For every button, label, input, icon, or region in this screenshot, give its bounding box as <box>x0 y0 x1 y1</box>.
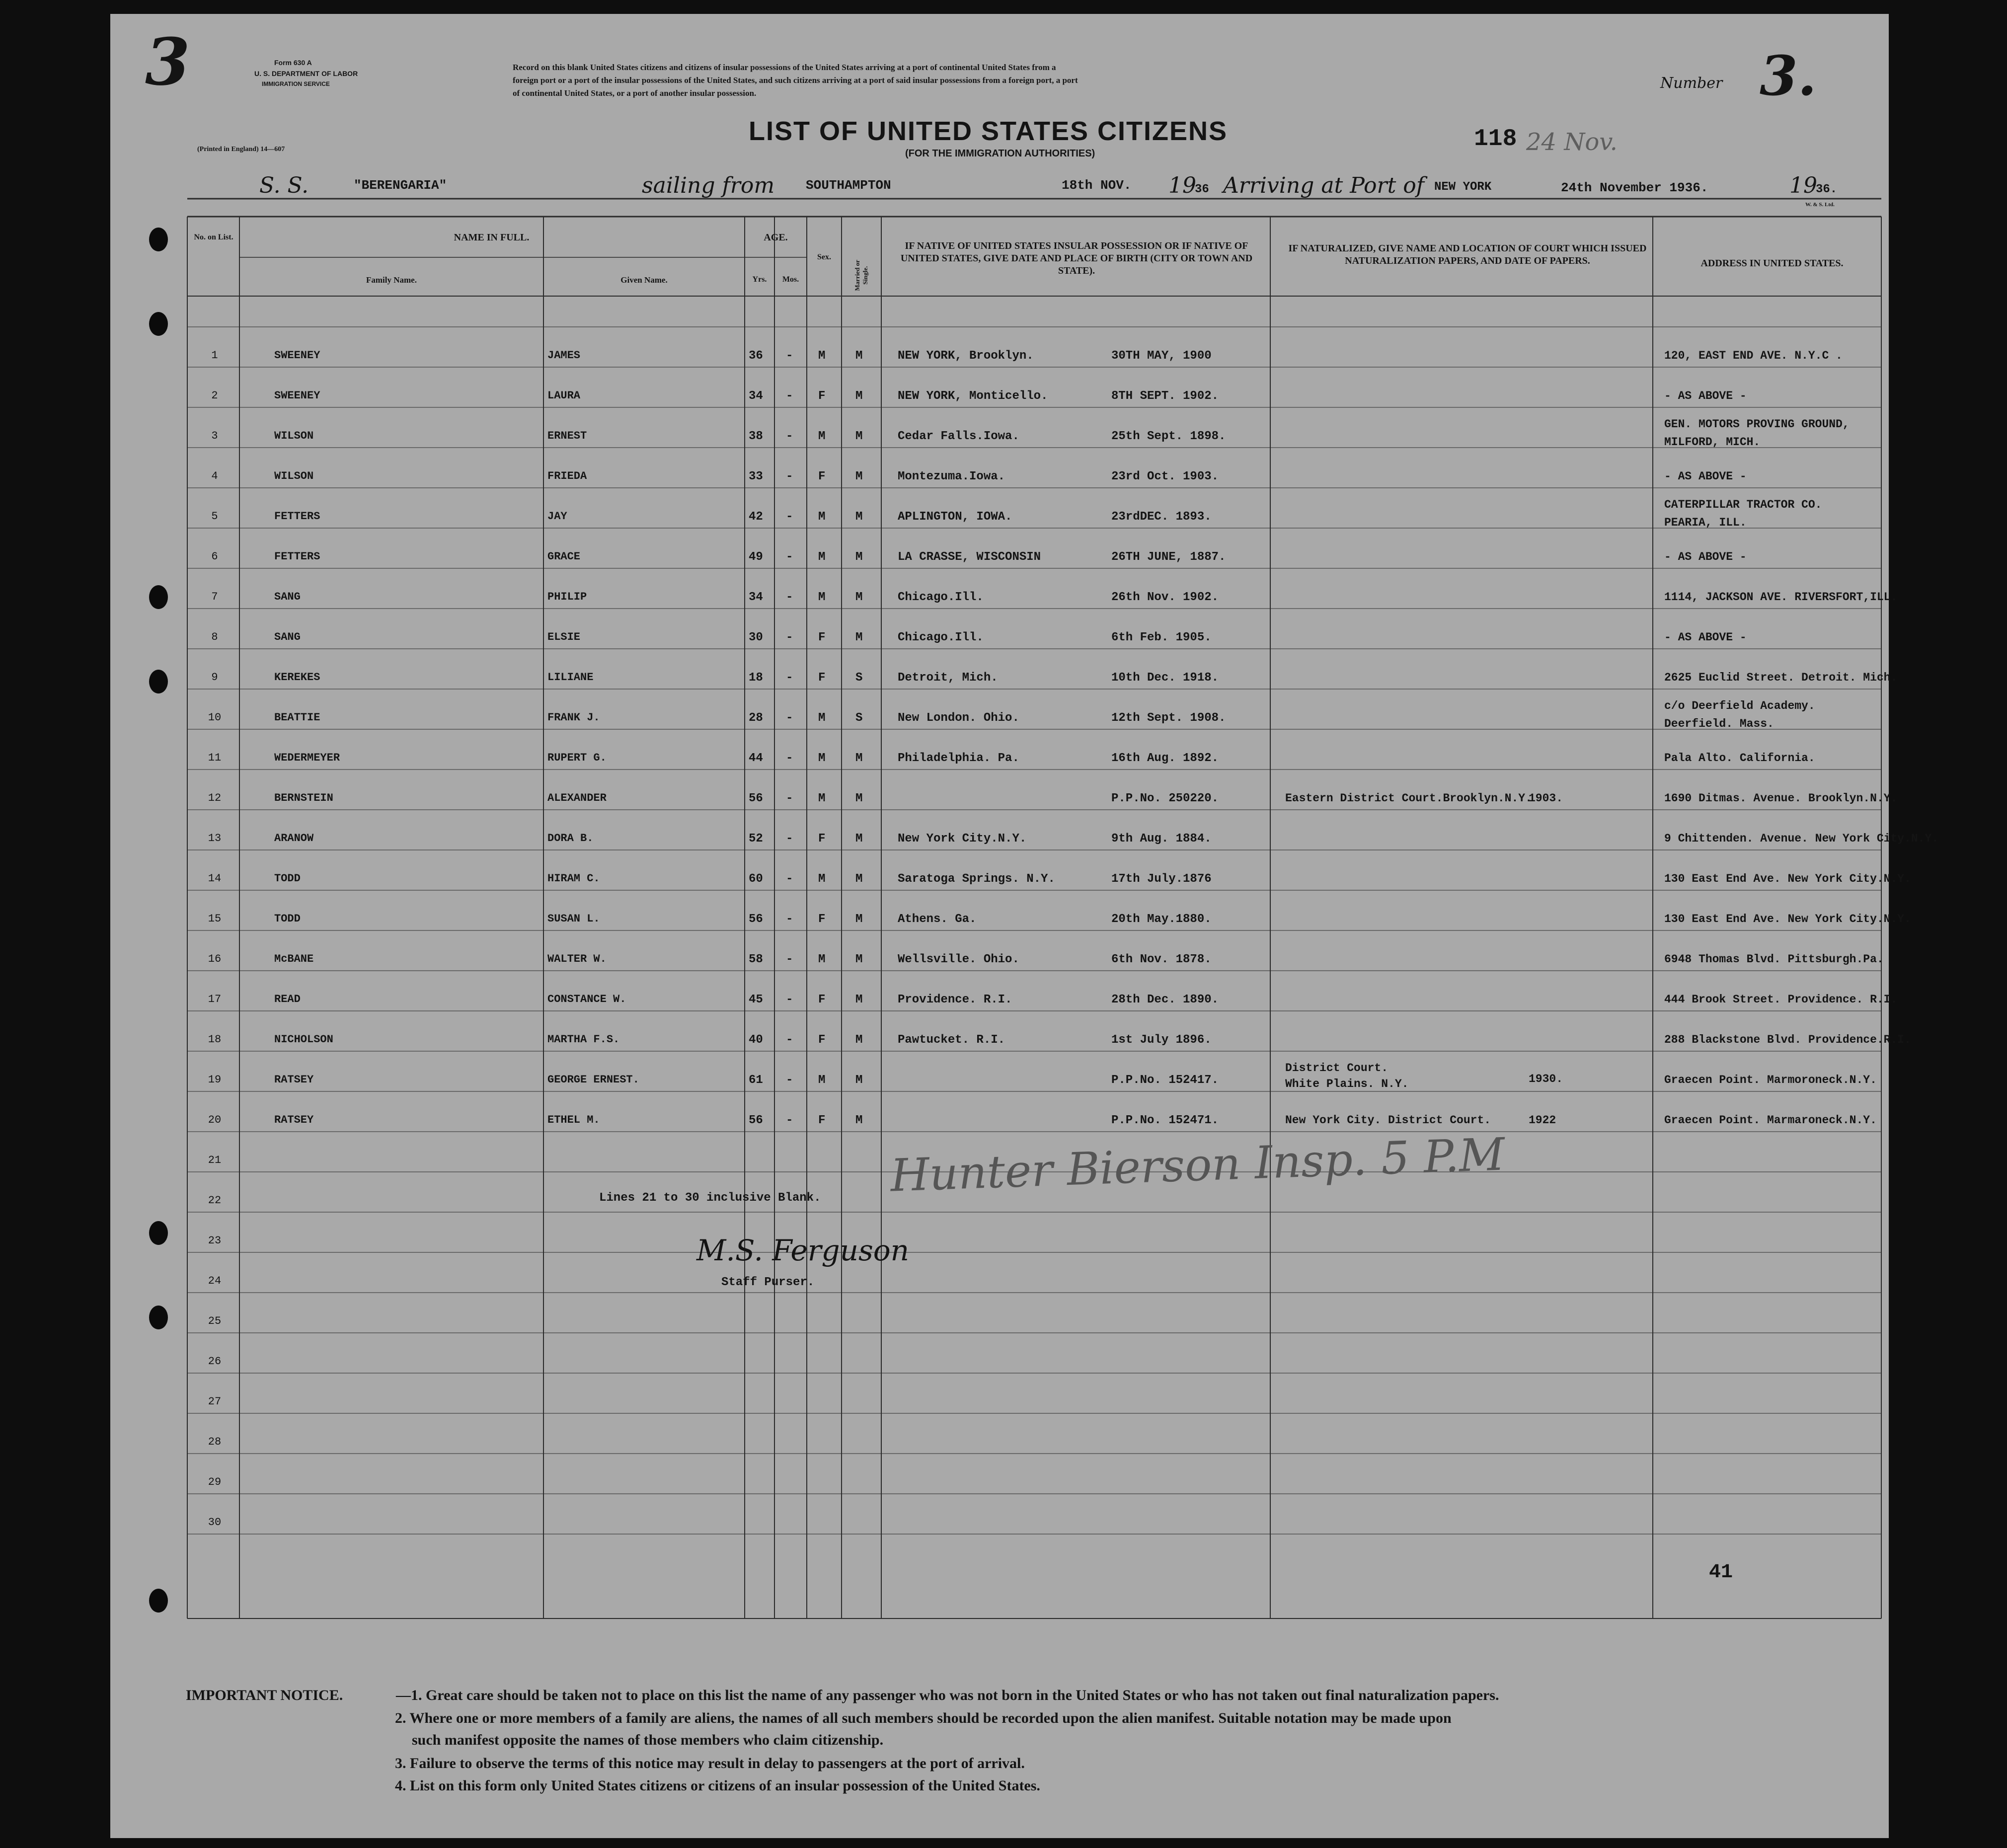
age-months: - <box>786 1033 793 1047</box>
birth-place: Montezuma.Iowa. <box>898 470 1005 483</box>
address-line-2: MILFORD, MICH. <box>1664 436 1761 449</box>
birth-date: 23rd Oct. 1903. <box>1111 470 1219 483</box>
birth-place: Philadelphia. Pa. <box>898 752 1019 765</box>
given-name: ALEXANDER <box>547 792 607 804</box>
marital-status: M <box>855 1114 863 1127</box>
family-name: SANG <box>274 631 301 643</box>
birth-date: 26th Nov. 1902. <box>1111 591 1219 604</box>
age-years: 56 <box>749 913 763 926</box>
given-name: ELSIE <box>547 631 581 643</box>
given-name: PHILIP <box>547 591 587 603</box>
year2-value: 36. <box>1816 183 1838 196</box>
naturalization-court: District Court. <box>1285 1062 1389 1075</box>
purser-title: Staff Purser. <box>721 1276 815 1289</box>
col-no-header: No. on List. <box>194 233 233 241</box>
birth-place: Providence. R.I. <box>898 993 1012 1006</box>
age-years: 52 <box>749 832 763 846</box>
marital-status: M <box>855 1033 863 1047</box>
address: 120, EAST END AVE. N.Y.C . <box>1664 349 1843 362</box>
address: Graecen Point. Marmoroneck.N.Y. <box>1664 1074 1877 1086</box>
birth-date: 12th Sept. 1908. <box>1111 711 1226 725</box>
empty-row-number: 21 <box>208 1154 222 1166</box>
address: 130 East End Ave. New York City.N.Y. <box>1664 913 1911 925</box>
age-months: - <box>786 711 793 725</box>
naturalization-year: 1922 <box>1529 1114 1556 1127</box>
age-years: 40 <box>749 1033 763 1047</box>
form-number: Form 630 A <box>274 59 312 67</box>
sailing-label: sailing from <box>642 173 775 198</box>
marital-status: S <box>855 671 863 685</box>
intro-line-1: Record on this blank United States citizens and citizens of insular possessions of the United States arriving at a port of continental United States from a <box>513 63 1056 72</box>
family-name: SWEENEY <box>274 349 320 362</box>
birth-date: 10th Dec. 1918. <box>1111 671 1219 685</box>
age-months: - <box>786 1074 793 1087</box>
given-name: CONSTANCE W. <box>547 993 626 1005</box>
row-number: 5 <box>211 510 218 523</box>
given-name: JAY <box>547 510 567 523</box>
age-years: 34 <box>749 389 763 403</box>
notice-item-2-cont: such manifest opposite the names of those members who claim citizenship. <box>412 1732 884 1748</box>
given-name: ETHEL M. <box>547 1114 600 1126</box>
naturalization-year: 1930. <box>1529 1073 1563 1085</box>
row-number: 16 <box>208 953 222 965</box>
given-name: GRACE <box>547 550 581 563</box>
age-months: - <box>786 550 793 564</box>
row-number: 15 <box>208 913 222 925</box>
birth-date: 1st July 1896. <box>1111 1033 1212 1047</box>
given-name: WALTER W. <box>547 953 607 965</box>
row-number: 8 <box>211 631 218 643</box>
birth-place: LA CRASSE, WISCONSIN <box>898 550 1041 564</box>
row-number: 11 <box>208 752 222 764</box>
birth-place: Cedar Falls.Iowa. <box>898 430 1019 443</box>
family-name: WEDERMEYER <box>274 752 340 764</box>
age-years: 34 <box>749 591 763 604</box>
year2-prefix: 19 <box>1789 173 1817 198</box>
birth-date: 25th Sept. 1898. <box>1111 430 1226 443</box>
col-address-header: ADDRESS IN UNITED STATES. <box>1700 258 1844 269</box>
address: Pala Alto. California. <box>1664 752 1815 765</box>
birth-place: Chicago.Ill. <box>898 591 984 604</box>
naturalization-year: 1903. <box>1529 792 1563 805</box>
empty-row-number: 23 <box>208 1234 222 1247</box>
family-name: RATSEY <box>274 1114 314 1126</box>
corner-mark: 3 <box>145 24 190 100</box>
row-number: 20 <box>208 1114 222 1126</box>
age-months: - <box>786 872 793 886</box>
age-months: - <box>786 752 793 765</box>
row-number: 7 <box>211 591 218 603</box>
stamp-number: 118 <box>1474 126 1517 153</box>
sex: M <box>818 953 826 966</box>
port-to: NEW YORK <box>1434 180 1492 194</box>
birth-date: 26TH JUNE, 1887. <box>1111 550 1226 564</box>
family-name: KEREKES <box>274 671 320 684</box>
age-months: - <box>786 389 793 403</box>
empty-row-number: 27 <box>208 1395 222 1408</box>
age-months: - <box>786 1114 793 1127</box>
family-name: WILSON <box>274 470 314 482</box>
address: c/o Deerfield Academy. <box>1664 699 1815 712</box>
age-years: 45 <box>749 993 763 1006</box>
sex: F <box>818 470 826 483</box>
empty-row-number: 26 <box>208 1355 222 1368</box>
given-name: LAURA <box>547 389 581 402</box>
sex: M <box>818 1074 826 1087</box>
address-line-2: Deerfield. Mass. <box>1664 717 1774 730</box>
marital-status: M <box>855 913 863 926</box>
row-number: 9 <box>211 671 218 684</box>
address: Graecen Point. Marmaroneck.N.Y. <box>1664 1114 1877 1127</box>
age-years: 33 <box>749 470 763 483</box>
port-from: SOUTHAMPTON <box>806 178 891 193</box>
empty-row-number: 30 <box>208 1516 222 1529</box>
sex: F <box>818 993 826 1006</box>
notice-item-1: —1. Great care should be taken not to place on this list the name of any passenger who was not born in the United States or who has not taken out final naturalization papers. <box>396 1687 1499 1703</box>
sex: M <box>818 430 826 443</box>
age-months: - <box>786 832 793 846</box>
marital-status: M <box>855 832 863 846</box>
marital-status: M <box>855 1074 863 1087</box>
row-number: 10 <box>208 711 222 724</box>
row-number: 19 <box>208 1074 222 1086</box>
sex: M <box>818 792 826 805</box>
address: GEN. MOTORS PROVING GROUND, <box>1664 418 1850 431</box>
age-years: 36 <box>749 349 763 363</box>
birth-place: APLINGTON, IOWA. <box>898 510 1012 524</box>
inspector-note: Hunter Bierson Insp. 5 P.M <box>889 1128 1506 1202</box>
marital-status: M <box>855 953 863 966</box>
given-name: HIRAM C. <box>547 872 600 885</box>
birth-place: Saratoga Springs. N.Y. <box>898 872 1055 886</box>
family-name: SWEENEY <box>274 389 320 402</box>
address: 6948 Thomas Blvd. Pittsburgh.Pa. <box>1664 953 1884 966</box>
given-name: ERNEST <box>547 430 587 442</box>
birth-place: Pawtucket. R.I. <box>898 1033 1005 1047</box>
address: 1690 Ditmas. Avenue. Brooklyn.N.Y. <box>1664 792 1898 805</box>
birth-date: 28th Dec. 1890. <box>1111 993 1219 1006</box>
birth-date: 9th Aug. 1884. <box>1111 832 1212 846</box>
sex: M <box>818 510 826 524</box>
birth-date: 30TH MAY, 1900 <box>1111 349 1212 363</box>
date-to: 24th November 1936. <box>1561 180 1708 195</box>
family-name: READ <box>274 993 301 1005</box>
col-name-header: NAME IN FULL. <box>454 232 530 243</box>
col-married-header: Married or Single. <box>853 260 869 291</box>
sex: F <box>818 671 826 685</box>
sex: F <box>818 631 826 644</box>
notice-item-3: 3. Failure to observe the terms of this notice may result in delay to passengers at the port of arrival. <box>395 1755 1025 1771</box>
family-name: TODD <box>274 913 301 925</box>
marital-status: M <box>855 993 863 1006</box>
age-months: - <box>786 591 793 604</box>
age-years: 44 <box>749 752 763 765</box>
birth-place: Chicago.Ill. <box>898 631 984 644</box>
row-number: 17 <box>208 993 222 1005</box>
age-months: - <box>786 430 793 443</box>
birth-date: 8TH SEPT. 1902. <box>1111 389 1219 403</box>
marital-status: M <box>855 591 863 604</box>
family-name: FETTERS <box>274 510 320 523</box>
birth-place: Detroit, Mich. <box>898 671 998 685</box>
age-years: 38 <box>749 430 763 443</box>
printed-note: (Printed in England) 14—607 <box>197 146 285 153</box>
age-years: 61 <box>749 1074 763 1087</box>
sex: M <box>818 711 826 725</box>
notice-label: IMPORTANT NOTICE. <box>186 1687 343 1703</box>
age-months: - <box>786 953 793 966</box>
row-number: 1 <box>211 349 218 362</box>
empty-row-number: 24 <box>208 1275 222 1287</box>
col-mos-header: Mos. <box>782 275 799 284</box>
address: 9 Chittenden. Avenue. New York City.N.Y. <box>1664 832 1939 845</box>
given-name: MARTHA F.S. <box>547 1033 620 1046</box>
birth-place: NEW YORK, Brooklyn. <box>898 349 1034 363</box>
col-given-header: Given Name. <box>620 275 668 285</box>
address: 2625 Euclid Street. Detroit. Mich. <box>1664 671 1898 684</box>
empty-row-number: 22 <box>208 1194 222 1207</box>
address: - AS ABOVE - <box>1664 631 1747 644</box>
given-name: GEORGE ERNEST. <box>547 1074 639 1086</box>
family-name: SANG <box>274 591 301 603</box>
col-naturalized-header: IF NATURALIZED, GIVE NAME AND LOCATION OF COURT WHICH ISSUED NATURALIZATION PAPERS, AND DATE OF PAPERS. <box>1288 243 1647 266</box>
row-number: 3 <box>211 430 218 442</box>
birth-date: P.P.No. 152417. <box>1111 1074 1219 1087</box>
page-subtitle: (FOR THE IMMIGRATION AUTHORITIES) <box>905 148 1095 159</box>
age-months: - <box>786 470 793 483</box>
family-name: McBANE <box>274 953 314 965</box>
empty-row-number: 25 <box>208 1315 222 1327</box>
family-name: BERNSTEIN <box>274 792 333 804</box>
notice-item-4: 4. List on this form only United States citizens or citizens of an insular possession of the United States. <box>395 1777 1040 1794</box>
given-name: FRANK J. <box>547 711 600 724</box>
family-name: TODD <box>274 872 301 885</box>
marital-status: M <box>855 550 863 564</box>
col-age-header: AGE. <box>764 232 788 243</box>
age-years: 49 <box>749 550 763 564</box>
marital-status: M <box>855 631 863 644</box>
printer-mark: W. & S. Ltd. <box>1805 202 1835 208</box>
family-name: WILSON <box>274 430 314 442</box>
birth-place: New London. Ohio. <box>898 711 1019 725</box>
sex: M <box>818 752 826 765</box>
age-years: 56 <box>749 792 763 805</box>
col-yrs-header: Yrs. <box>752 275 767 284</box>
given-name: SUSAN L. <box>547 913 600 925</box>
age-months: - <box>786 913 793 926</box>
page-title: LIST OF UNITED STATES CITIZENS <box>749 116 1228 146</box>
age-months: - <box>786 671 793 685</box>
ss-label: S. S. <box>259 173 309 198</box>
age-months: - <box>786 510 793 524</box>
row-number: 13 <box>208 832 222 845</box>
arriving-label: Arriving at Port of <box>1223 173 1425 198</box>
intro-line-3: of continental United States, or a port of another insular possession. <box>513 88 757 98</box>
age-years: 28 <box>749 711 763 725</box>
manifest-grid <box>110 14 1889 1838</box>
number-label: Number <box>1660 75 1723 92</box>
marital-status: M <box>855 430 863 443</box>
empty-row-number: 28 <box>208 1436 222 1448</box>
birth-date: P.P.No. 250220. <box>1111 792 1219 805</box>
marital-status: M <box>855 752 863 765</box>
row-number: 18 <box>208 1033 222 1046</box>
sex: F <box>818 1114 826 1127</box>
family-name: BEATTIE <box>274 711 320 724</box>
sex: M <box>818 349 826 363</box>
empty-row-number: 29 <box>208 1476 222 1488</box>
address: 1114, JACKSON AVE. RIVERSFORT,ILL. <box>1664 591 1898 604</box>
age-years: 42 <box>749 510 763 524</box>
ship-name: "BERENGARIA" <box>354 178 447 193</box>
sex: F <box>818 913 826 926</box>
page-count: 41 <box>1709 1561 1733 1584</box>
manifest-sheet <box>110 14 1939 1838</box>
given-name: RUPERT G. <box>547 752 607 764</box>
address: 288 Blackstone Blvd. Providence.R.I. <box>1664 1033 1911 1046</box>
birth-date: 16th Aug. 1892. <box>1111 752 1219 765</box>
age-years: 18 <box>749 671 763 685</box>
department: U. S. DEPARTMENT OF LABOR <box>254 70 358 77</box>
birth-date: P.P.No. 152471. <box>1111 1114 1219 1127</box>
age-months: - <box>786 349 793 363</box>
sex: F <box>818 389 826 403</box>
age-months: - <box>786 792 793 805</box>
birth-place: New York City.N.Y. <box>898 832 1027 846</box>
marital-status: M <box>855 510 863 524</box>
service: IMMIGRATION SERVICE <box>262 80 330 87</box>
birth-date: 6th Feb. 1905. <box>1111 631 1212 644</box>
marital-status: S <box>855 711 863 725</box>
notice-item-2: 2. Where one or more members of a family are aliens, the names of all such members should be recorded upon the alien manifest. Suitable notation may be made upon <box>395 1710 1452 1726</box>
family-name: FETTERS <box>274 550 320 563</box>
sex: F <box>818 1033 826 1047</box>
birth-place: Wellsville. Ohio. <box>898 953 1019 966</box>
age-years: 60 <box>749 872 763 886</box>
naturalization-court: New York City. District Court. <box>1285 1114 1491 1127</box>
given-name: DORA B. <box>547 832 594 845</box>
address: - AS ABOVE - <box>1664 389 1747 402</box>
row-number: 2 <box>211 389 218 402</box>
sex: F <box>818 832 826 846</box>
col-birth-header: IF NATIVE OF UNITED STATES INSULAR POSSESSION OR IF NATIVE OF UNITED STATES, GIVE DATE AND PLACE OF BIRTH (CITY OR TOWN AND STATE). <box>900 240 1253 276</box>
date-from: 18th NOV. <box>1062 178 1132 193</box>
given-name: FRIEDA <box>547 470 587 482</box>
naturalization-court: Eastern District Court.Brooklyn.N.Y. <box>1285 792 1532 805</box>
given-name: LILIANE <box>547 671 594 684</box>
address-line-2: PEARIA, ILL. <box>1664 516 1747 529</box>
address: - AS ABOVE - <box>1664 550 1747 563</box>
birth-date: 6th Nov. 1878. <box>1111 953 1212 966</box>
row-number: 6 <box>211 550 218 563</box>
number-value: 3. <box>1760 44 1817 108</box>
family-name: NICHOLSON <box>274 1033 333 1046</box>
marital-status: M <box>855 389 863 403</box>
birth-date: 17th July.1876 <box>1111 872 1212 886</box>
age-months: - <box>786 993 793 1006</box>
col-sex-header: Sex. <box>817 253 831 261</box>
given-name: JAMES <box>547 349 581 362</box>
sex: M <box>818 591 826 604</box>
row-number: 12 <box>208 792 222 804</box>
birth-place: Athens. Ga. <box>898 913 977 926</box>
col-family-header: Family Name. <box>366 275 417 285</box>
intro-line-2: foreign port or a port of the insular possessions of the United States, and such citizens arriving at a port of said insular possessions from a foreign port, a port <box>513 76 1078 85</box>
marital-status: M <box>855 349 863 363</box>
blank-lines-note: Lines 21 to 30 inclusive Blank. <box>599 1191 821 1205</box>
purser-signature: M.S. Ferguson <box>696 1233 910 1267</box>
age-years: 56 <box>749 1114 763 1127</box>
family-name: RATSEY <box>274 1074 314 1086</box>
family-name: ARANOW <box>274 832 314 845</box>
row-number: 4 <box>211 470 218 482</box>
year-prefix: 19 <box>1168 173 1196 198</box>
marital-status: M <box>855 792 863 805</box>
address: - AS ABOVE - <box>1664 470 1747 483</box>
row-number: 14 <box>208 872 222 885</box>
naturalization-location: White Plains. N.Y. <box>1285 1078 1409 1090</box>
sex: M <box>818 550 826 564</box>
age-years: 58 <box>749 953 763 966</box>
address: CATERPILLAR TRACTOR CO. <box>1664 498 1822 511</box>
year-value: 36 <box>1195 183 1209 196</box>
address: 444 Brook Street. Providence. R.I. <box>1664 993 1898 1006</box>
birth-date: 23rdDEC. 1893. <box>1111 510 1212 524</box>
birth-date: 20th May.1880. <box>1111 913 1212 926</box>
address: 130 East End Ave. New York City.N.Y. <box>1664 872 1911 885</box>
age-years: 30 <box>749 631 763 644</box>
sex: M <box>818 872 826 886</box>
birth-place: NEW YORK, Monticello. <box>898 389 1048 403</box>
age-months: - <box>786 631 793 644</box>
marital-status: M <box>855 470 863 483</box>
marital-status: M <box>855 872 863 886</box>
stamp-date: 24 Nov. <box>1526 128 1618 156</box>
